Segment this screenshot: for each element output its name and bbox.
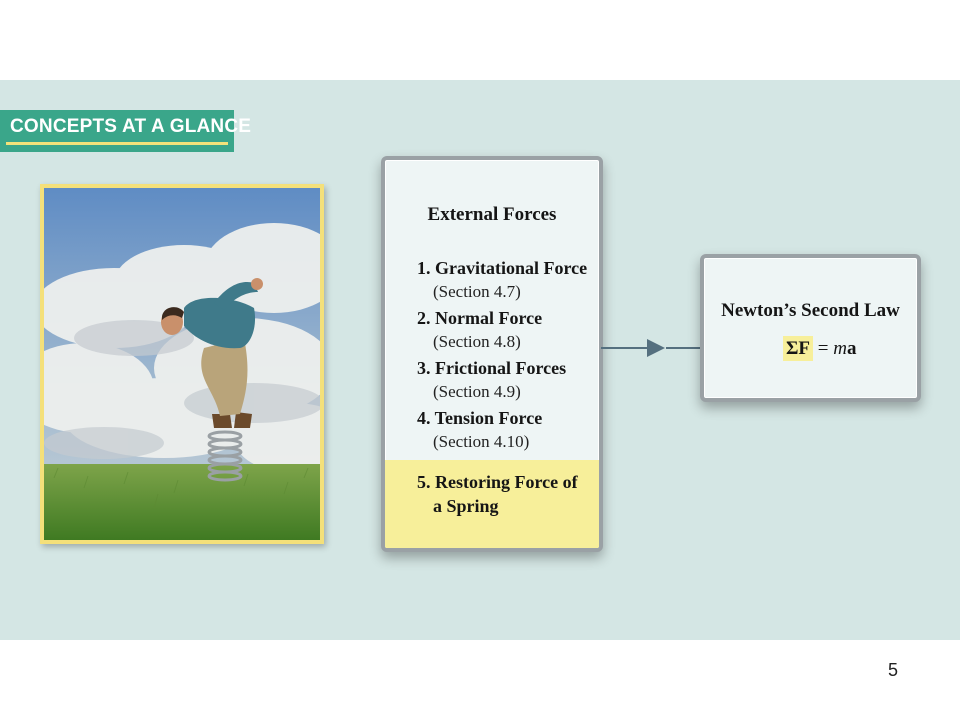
- acceleration-symbol: a: [846, 338, 857, 359]
- law-title: Newton’s Second Law: [721, 300, 900, 321]
- man-on-spring-illustration: [44, 188, 320, 540]
- external-forces-title: External Forces: [427, 204, 557, 225]
- external-forces-box: [381, 156, 603, 552]
- banner-title: CONCEPTS AT A GLANCE: [10, 116, 252, 137]
- photo-svg: [44, 188, 320, 540]
- sum-of-forces-symbol: ΣF: [783, 336, 813, 361]
- force-section-tension: (Section 4.10): [433, 432, 530, 451]
- grass: [44, 464, 320, 540]
- mass-symbol: m: [833, 338, 847, 359]
- force-item-frictional: 3. Frictional Forces: [417, 358, 567, 378]
- photo-frame: [40, 184, 324, 544]
- page-number: 5: [888, 660, 899, 680]
- force-item-normal: 2. Normal Force: [417, 308, 543, 328]
- newtons-law-box: [700, 254, 921, 402]
- spring-icon: [209, 432, 241, 480]
- force-item-gravitational: 1. Gravitational Force: [417, 258, 588, 278]
- banner-underline: [6, 142, 228, 145]
- force-item-tension: 4. Tension Force: [417, 408, 543, 428]
- force-item-restoring: 5. Restoring Force of: [417, 472, 578, 492]
- equals-sign: =: [813, 338, 834, 359]
- force-section-gravitational: (Section 4.7): [433, 282, 521, 301]
- law-equation: [783, 338, 856, 360]
- force-section-frictional: (Section 4.9): [433, 382, 521, 401]
- arrow-right-icon: [601, 336, 667, 360]
- force-item-restoring-line2: a Spring: [433, 496, 499, 516]
- force-section-normal: (Section 4.8): [433, 332, 521, 351]
- concepts-banner: [0, 110, 252, 152]
